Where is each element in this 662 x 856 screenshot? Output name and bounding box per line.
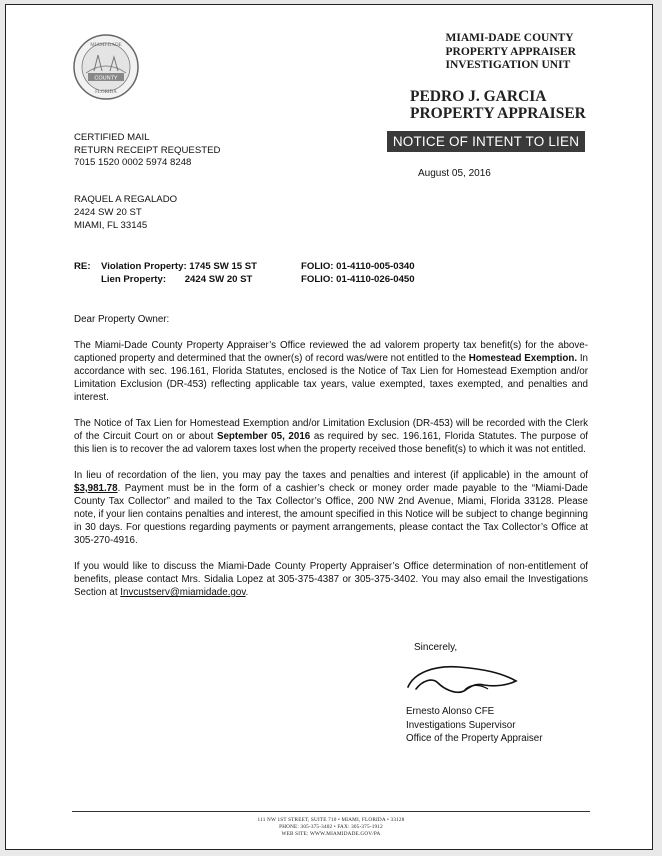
signer-name: Ernesto Alonso CFE xyxy=(406,706,495,717)
salutation: Dear Property Owner: xyxy=(74,314,170,325)
mailing-line: CERTIFIED MAIL xyxy=(74,132,150,143)
paragraph-1: The Miami-Dade County Property Appraiser’s Office reviewed the ad valorem property tax benefit(s) for the above-captioned property and determined that the owner(s) of record was/were not entitled to the Homestead Exemption. In accordance with sec. 196.161, Florida Statutes, enclosed is the Notice of Tax Lien for Homestead Exemption and/or Limitation Exclusion (DR-453) reflecting applicable tax years, value exempted, taxes exempted, and penalties and interest. xyxy=(74,340,588,403)
signer-title: Investigations Supervisor xyxy=(406,719,516,731)
letter-page xyxy=(5,4,653,850)
letter-date: August 05, 2016 xyxy=(418,168,491,179)
signature-block xyxy=(406,705,543,746)
svg-text:MIAMI-DADE: MIAMI-DADE xyxy=(90,43,122,48)
footer-website: WEB SITE: WWW.MIAMIDADE.GOV/PA xyxy=(281,831,381,838)
signer-office: Office of the Property Appraiser xyxy=(406,733,543,744)
paragraph-4: If you would like to discuss the Miami-Dade County Property Appraiser’s Office determination of non-entitlement of benefits, please contact Mrs. Sidalia Lopez at 305-375-4387 or 305-375-3402. You may also email the Investigations Section at Invcustserv@miamidade.gov. xyxy=(74,561,588,598)
paragraph-2: The Notice of Tax Lien for Homestead Exemption and/or Limitation Exclusion (DR-453) will be recorded with the Clerk of the Circuit Court on or about September 05, 2016 as required by sec. 196.161, Florida Statutes. The purpose of this lien is to recover the ad valorem taxes lost when the property received those benefit(s) to which it was not entitled. xyxy=(74,418,588,455)
letter-body xyxy=(74,313,588,612)
recipient-line: RAQUEL A REGALADO xyxy=(74,194,178,205)
amount-due: $3,981.78 xyxy=(74,483,118,494)
paragraph-3: In lieu of recordation of the lien, you may pay the taxes and penalties and interest (if applicable) in the amount of $3,981.78. Payment must be in the form of a cashier’s check or money order made payable to the “Miami-Dade County Tax Collector” and mailed to the Tax Collector’s Office, 200 NW 2nd Avenue, Miami, Florida 33128. Please note, if your lien contains penalties and interest, the amount specified in this Notice will be subject to change beginning in 30 days. For questions regarding payments or payment arrangements, please contact the Tax Collector’s Office at 305-270-4916. xyxy=(74,470,588,546)
footer-divider xyxy=(72,811,590,812)
violation-property: Violation Property: 1745 SW 15 ST xyxy=(101,261,258,272)
mailing-info xyxy=(74,132,220,170)
recipient-address xyxy=(74,193,177,232)
recipient-line: MIAMI, FL 33145 xyxy=(74,220,148,231)
mailing-line: RETURN RECEIPT REQUESTED xyxy=(74,144,221,156)
recipient-line: 2424 SW 20 ST xyxy=(74,207,142,218)
agency-line: MIAMI-DADE COUNTY xyxy=(445,32,574,44)
agency-header xyxy=(446,32,576,73)
re-label: RE: xyxy=(74,261,91,272)
closing: Sincerely, xyxy=(414,642,458,653)
notice-title: NOTICE OF INTENT TO LIEN xyxy=(387,131,585,152)
svg-text:FLORIDA: FLORIDA xyxy=(95,90,117,95)
lien-folio: FOLIO: 01-4110-026-0450 xyxy=(301,274,415,285)
lien-property: Lien Property: 2424 SW 20 ST xyxy=(101,274,253,285)
tracking-number: 7015 1520 0002 5974 8248 xyxy=(74,157,192,168)
svg-text:COUNTY: COUNTY xyxy=(94,75,118,82)
agency-line: PROPERTY APPRAISER xyxy=(445,45,576,58)
appraiser-title: PROPERTY APPRAISER xyxy=(410,105,586,122)
agency-line: INVESTIGATION UNIT xyxy=(445,59,571,71)
appraiser-name: PEDRO J. GARCIA xyxy=(410,88,547,105)
appraiser-heading xyxy=(410,88,586,122)
email-link[interactable]: Invcustserv@miamidade.gov xyxy=(120,587,246,598)
county-seal-logo xyxy=(72,33,140,101)
footer xyxy=(72,817,590,839)
re-block xyxy=(74,260,415,286)
violation-folio: FOLIO: 01-4110-005-0340 xyxy=(301,261,415,272)
footer-phone: PHONE: 305-375-3402 • FAX: 305-375-1912 xyxy=(279,824,383,831)
footer-address: 111 NW 1ST STREET, SUITE 710 • MIAMI, FLORIDA • 33128 xyxy=(257,817,405,823)
handwritten-signature xyxy=(404,659,524,699)
